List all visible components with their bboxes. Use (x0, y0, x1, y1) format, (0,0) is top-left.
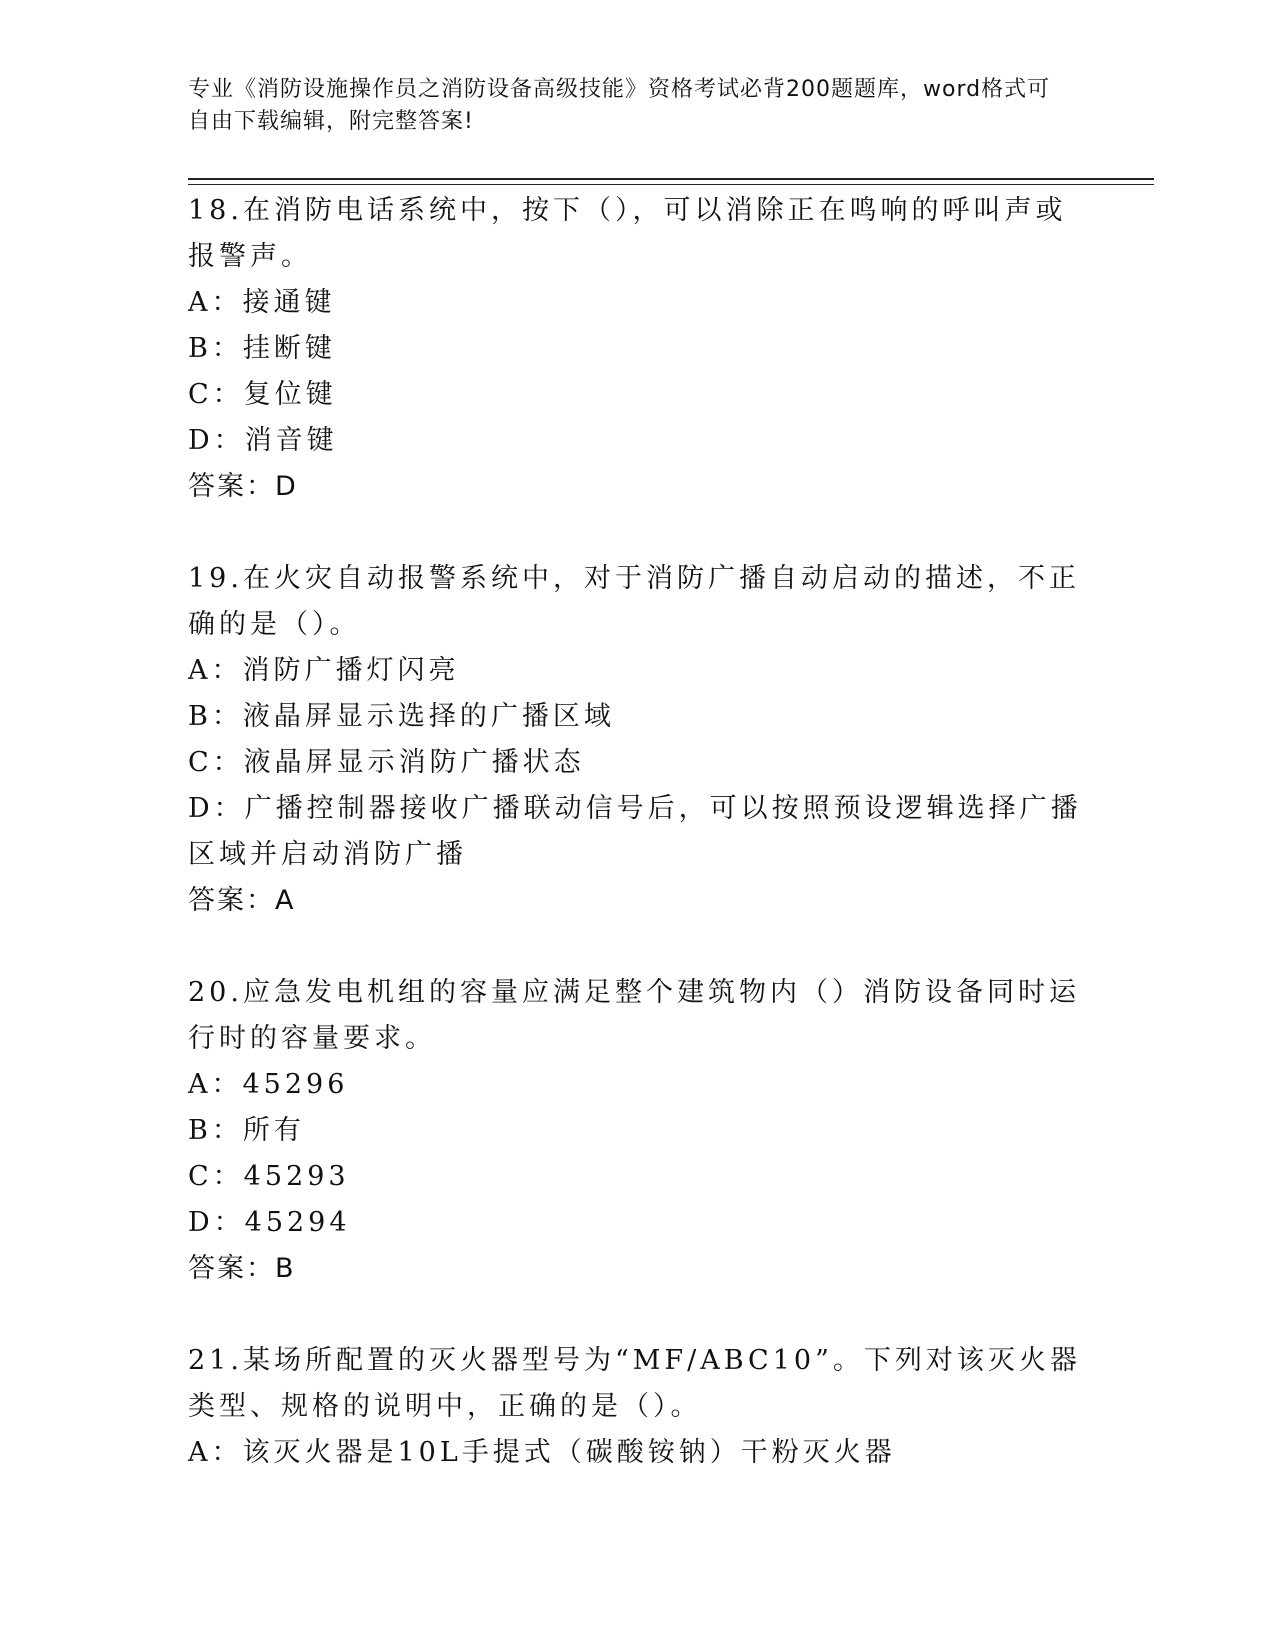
question-block (188, 556, 1088, 924)
answer-text: 答案：B (188, 1253, 296, 1284)
question-block (188, 970, 1088, 1292)
option-d: D：广播控制器接收广播联动信号后，可以按照预设逻辑选择广播区域并启动消防广播 (188, 793, 1082, 870)
option-b: B：液晶屏显示选择的广播区域 (188, 701, 615, 732)
option-d: D：45294 (188, 1207, 351, 1238)
question-block (188, 188, 1088, 510)
header-rule-thick (188, 178, 1154, 180)
option-d: D：消音键 (188, 425, 338, 456)
option-a: A：消防广播灯闪亮 (188, 655, 460, 686)
option-a: A：该灭火器是10L手提式（碳酸铵钠）干粉灭火器 (188, 1437, 896, 1468)
question-text: 20.应急发电机组的容量应满足整个建筑物内（）消防设备同时运行时的容量要求。 (188, 977, 1080, 1054)
option-b: B：挂断键 (188, 333, 336, 364)
question-text: 18.在消防电话系统中，按下（），可以消除正在鸣响的呼叫声或报警声。 (188, 195, 1067, 272)
question-list (188, 188, 1088, 1476)
option-a: A：45296 (188, 1069, 349, 1100)
question-block (188, 1338, 1088, 1476)
option-b: B：所有 (188, 1115, 305, 1146)
answer-text: 答案：A (188, 885, 296, 916)
option-c: C：液晶屏显示消防广播状态 (188, 747, 585, 778)
question-text: 19.在火灾自动报警系统中，对于消防广播自动启动的描述，不正确的是（）。 (188, 563, 1080, 640)
header-rule-thin (188, 184, 1154, 185)
document-header: 专业《消防设施操作员之消防设备高级技能》资格考试必背200题题库，word格式可自由下载编辑，附完整答案! (188, 77, 1051, 134)
option-a: A：接通键 (188, 287, 336, 318)
answer-text: 答案：D (188, 471, 298, 502)
option-c: C：复位键 (188, 379, 337, 410)
option-c: C：45293 (188, 1161, 350, 1192)
question-text: 21.某场所配置的灭火器型号为“MF/ABC10”。下列对该灭火器类型、规格的说明中，正确的是（）。 (188, 1345, 1081, 1422)
